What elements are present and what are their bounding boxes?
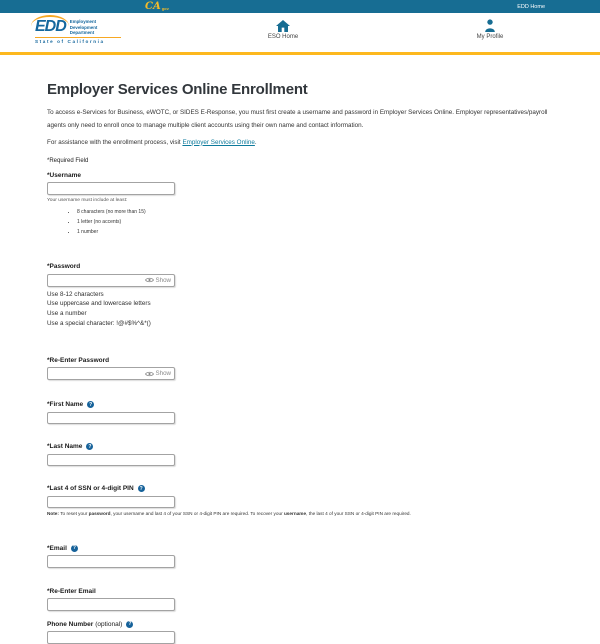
required-field-note: *Required Field — [47, 157, 89, 164]
edd-logo-department-text — [70, 19, 98, 36]
password-label-text: *Password — [47, 263, 81, 270]
edd-dept-line1: Employment — [69, 19, 97, 24]
ssn-pin-note — [47, 511, 555, 516]
password-label — [47, 263, 555, 270]
edd-logo-state-text: State of California — [35, 39, 105, 45]
note-bold: password — [88, 510, 111, 516]
password-show-label: Show — [155, 276, 171, 284]
edd-dept-line3: Department — [69, 30, 95, 36]
edd-logo-divider — [35, 37, 121, 38]
username-label — [47, 172, 555, 179]
username-rules-list — [47, 207, 555, 237]
username-input[interactable] — [47, 182, 175, 195]
top-utility-bar — [0, 0, 600, 13]
email-label — [47, 545, 555, 552]
reenter-password-input[interactable] — [48, 371, 145, 377]
note-text: To reset your — [58, 510, 89, 516]
email-field-group — [47, 545, 555, 568]
ssn-pin-field-group — [47, 485, 555, 516]
assistance-suffix: . — [254, 138, 257, 146]
ca-gov-logo[interactable] — [145, 2, 169, 12]
employer-services-online-link[interactable]: Employer Services Online — [182, 138, 255, 146]
ssn-pin-label — [47, 485, 555, 492]
home-icon — [248, 19, 318, 32]
reenter-password-label — [47, 357, 555, 364]
edd-logo[interactable] — [35, 18, 121, 44]
password-input-wrap — [47, 274, 175, 287]
note-bold: Note: — [47, 510, 59, 516]
phone-label-text: Phone Number — [47, 620, 94, 628]
assistance-line — [47, 136, 555, 149]
page-title: Employer Services Online Enrollment — [47, 80, 308, 98]
nav-eso-home-label: ESO Home — [267, 34, 299, 40]
phone-input[interactable] — [47, 631, 175, 644]
ssn-pin-label-text: *Last 4 of SSN or 4-digit PIN — [47, 485, 134, 493]
last-name-field-group — [47, 443, 555, 466]
password-rule: Use 8-12 characters — [47, 290, 104, 298]
reenter-password-show-label: Show — [155, 370, 171, 378]
first-name-field-group — [47, 401, 555, 424]
assistance-prefix: For assistance with the enrollment process, visit — [47, 138, 183, 146]
nav-eso-home[interactable] — [248, 19, 318, 40]
email-label-text: *Email — [47, 544, 67, 552]
username-field-group — [47, 172, 555, 238]
reenter-email-input[interactable] — [47, 598, 175, 611]
note-text: , your username and last 4 of your SSN or 4-digit PIN are required. To recover your — [110, 510, 284, 516]
person-icon — [455, 19, 525, 32]
phone-optional-text: (optional) — [95, 620, 123, 628]
email-input[interactable] — [47, 555, 175, 568]
eye-icon — [145, 371, 154, 377]
edd-home-link[interactable]: EDD Home — [517, 3, 545, 10]
password-show-button[interactable] — [145, 277, 174, 284]
username-rule: • 1 number — [77, 227, 555, 237]
header-band — [0, 13, 600, 52]
first-name-label-text: *First Name — [47, 401, 84, 409]
username-rule: • 1 letter (no accents) — [77, 217, 555, 227]
nav-my-profile-label: My Profile — [476, 34, 504, 40]
note-bold: username — [283, 510, 307, 516]
edd-logo-swoosh — [31, 15, 69, 26]
first-name-input[interactable] — [47, 412, 175, 425]
ca-gov-logo-gov: gov — [161, 5, 169, 11]
phone-label — [47, 621, 555, 628]
ssn-pin-input[interactable] — [47, 496, 175, 509]
help-icon[interactable]: ? — [128, 621, 132, 628]
edd-dept-line2: Development — [69, 24, 98, 30]
username-label-text: *Username — [47, 171, 81, 179]
reenter-email-label-text: *Re-Enter Email — [47, 587, 96, 595]
reenter-password-label-text: *Re-Enter Password — [47, 356, 110, 364]
last-name-label — [47, 443, 555, 450]
help-icon[interactable]: ? — [89, 401, 93, 408]
phone-field-group — [47, 621, 555, 644]
help-icon[interactable]: ? — [72, 545, 76, 552]
reenter-password-input-wrap — [47, 367, 175, 380]
nav-my-profile[interactable] — [455, 19, 525, 40]
password-input[interactable] — [48, 277, 145, 283]
eye-icon — [145, 277, 154, 283]
password-rule: Use a special character: !@#$%^&*() — [47, 319, 151, 327]
help-icon[interactable]: ? — [139, 485, 143, 492]
reenter-email-field-group — [47, 588, 555, 611]
reenter-password-show-button[interactable] — [145, 370, 174, 377]
main-content — [0, 55, 600, 644]
password-rule: Use a number — [47, 310, 87, 318]
last-name-input[interactable] — [47, 454, 175, 467]
password-field-group — [47, 263, 555, 329]
password-rules — [47, 290, 555, 329]
help-icon[interactable]: ? — [88, 443, 92, 450]
reenter-password-field-group — [47, 357, 555, 381]
note-text: , the last 4 of your SSN or 4-digit PIN are required. — [306, 510, 411, 516]
first-name-label — [47, 401, 555, 408]
ca-gov-logo-ca: CA — [145, 0, 161, 12]
username-hint: Your username must include at least: — [47, 198, 128, 203]
username-rule: • 8 characters (no more than 15) — [77, 207, 555, 217]
password-rule: Use uppercase and lowercase letters — [47, 300, 151, 308]
intro-paragraph: To access e-Services for Business, eWOTC, or SIDES E-Response, you must first create a username and password in Employer Services Online. Employer representatives/payroll agents only need to enroll once to manage multiple client accounts using their own name and contact information. — [47, 108, 548, 129]
edd-logo-text: EDD — [35, 18, 66, 35]
last-name-label-text: *Last Name — [47, 443, 83, 451]
reenter-email-label — [47, 588, 555, 595]
